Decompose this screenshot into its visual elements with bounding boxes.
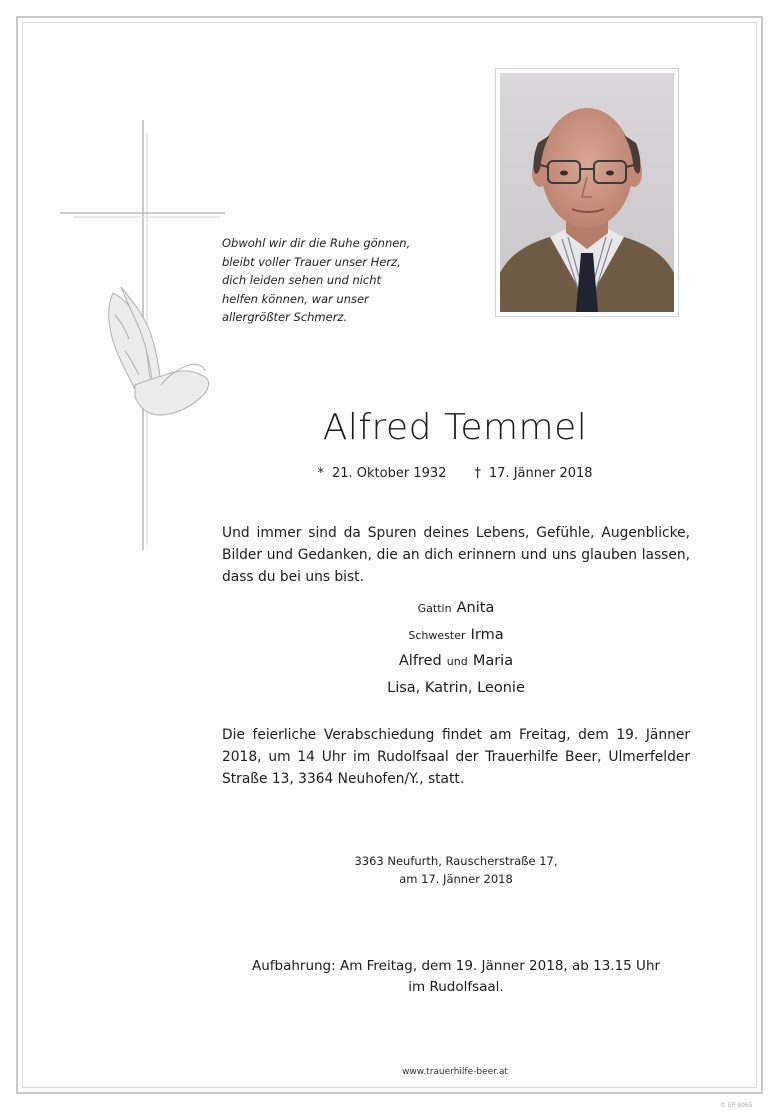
family-row-children bbox=[222, 647, 690, 674]
family-member-name: Anita bbox=[456, 600, 495, 616]
farewell-paragraph: Die feierliche Verabschiedung findet am Freitag, dem 19. Jänner 2018, um 14 Uhr im Rudolfsaal der Trauerhilfe Beer, Ulmerfelder Straße 13, 3364 Neuhofen/Y., statt. bbox=[222, 727, 690, 787]
relation-label: Schwester bbox=[408, 628, 466, 642]
family-member-name: Maria bbox=[472, 653, 514, 669]
family-list bbox=[222, 594, 690, 700]
quote-line: bleibt voller Trauer unser Herz, bbox=[222, 254, 401, 269]
quote-line: allergrößter Schmerz. bbox=[222, 310, 348, 324]
family-row-grandchildren bbox=[222, 674, 690, 701]
corner-code: © EP 9065 bbox=[720, 1102, 753, 1109]
viewing-info bbox=[222, 956, 690, 998]
website-link[interactable]: www.trauerhilfe-beer.at bbox=[402, 1067, 508, 1077]
portrait-photo bbox=[495, 68, 679, 317]
death-date: 17. Jänner 2018 bbox=[488, 466, 593, 481]
viewing-line: Aufbahrung: Am Freitag, dem 19. Jänner 2018, ab 13.15 Uhr bbox=[251, 958, 661, 974]
place-address: 3363 Neufurth, Rauscherstraße 17, bbox=[354, 854, 558, 868]
viewing-line: im Rudolfsaal. bbox=[408, 979, 504, 995]
quote-line: helfen können, war unser bbox=[222, 291, 369, 306]
intro-paragraph: Und immer sind da Spuren deines Lebens, Gefühle, Augenblicke, Bilder und Gedanken, die an dich erinnern und uns glauben lassen, dass du bei uns bist. bbox=[222, 525, 690, 585]
cross-with-praying-hands-icon bbox=[55, 115, 235, 555]
life-dates bbox=[0, 466, 783, 481]
family-member-name: Alfred bbox=[398, 653, 442, 669]
birth-symbol: * bbox=[317, 466, 324, 481]
family-member-name: Irma bbox=[470, 626, 504, 643]
birth-date: 21. Oktober 1932 bbox=[331, 466, 447, 481]
relation-label: Gattin bbox=[417, 602, 452, 615]
place-date: am 17. Jänner 2018 bbox=[399, 872, 513, 886]
quote-line: Obwohl wir dir die Ruhe gönnen, bbox=[222, 236, 411, 250]
deceased-name: Alfred Temmel bbox=[322, 407, 588, 448]
family-member-names: Lisa, Katrin, Leonie bbox=[387, 679, 525, 696]
connector-label: und bbox=[446, 655, 468, 668]
death-symbol: † bbox=[474, 466, 481, 481]
quote-line: dich leiden sehen und nicht bbox=[222, 273, 382, 287]
family-row-spouse bbox=[222, 594, 690, 621]
family-row-sister bbox=[222, 621, 690, 648]
memorial-quote bbox=[222, 234, 462, 327]
portrait-image bbox=[500, 73, 674, 312]
place-and-date bbox=[222, 852, 690, 888]
